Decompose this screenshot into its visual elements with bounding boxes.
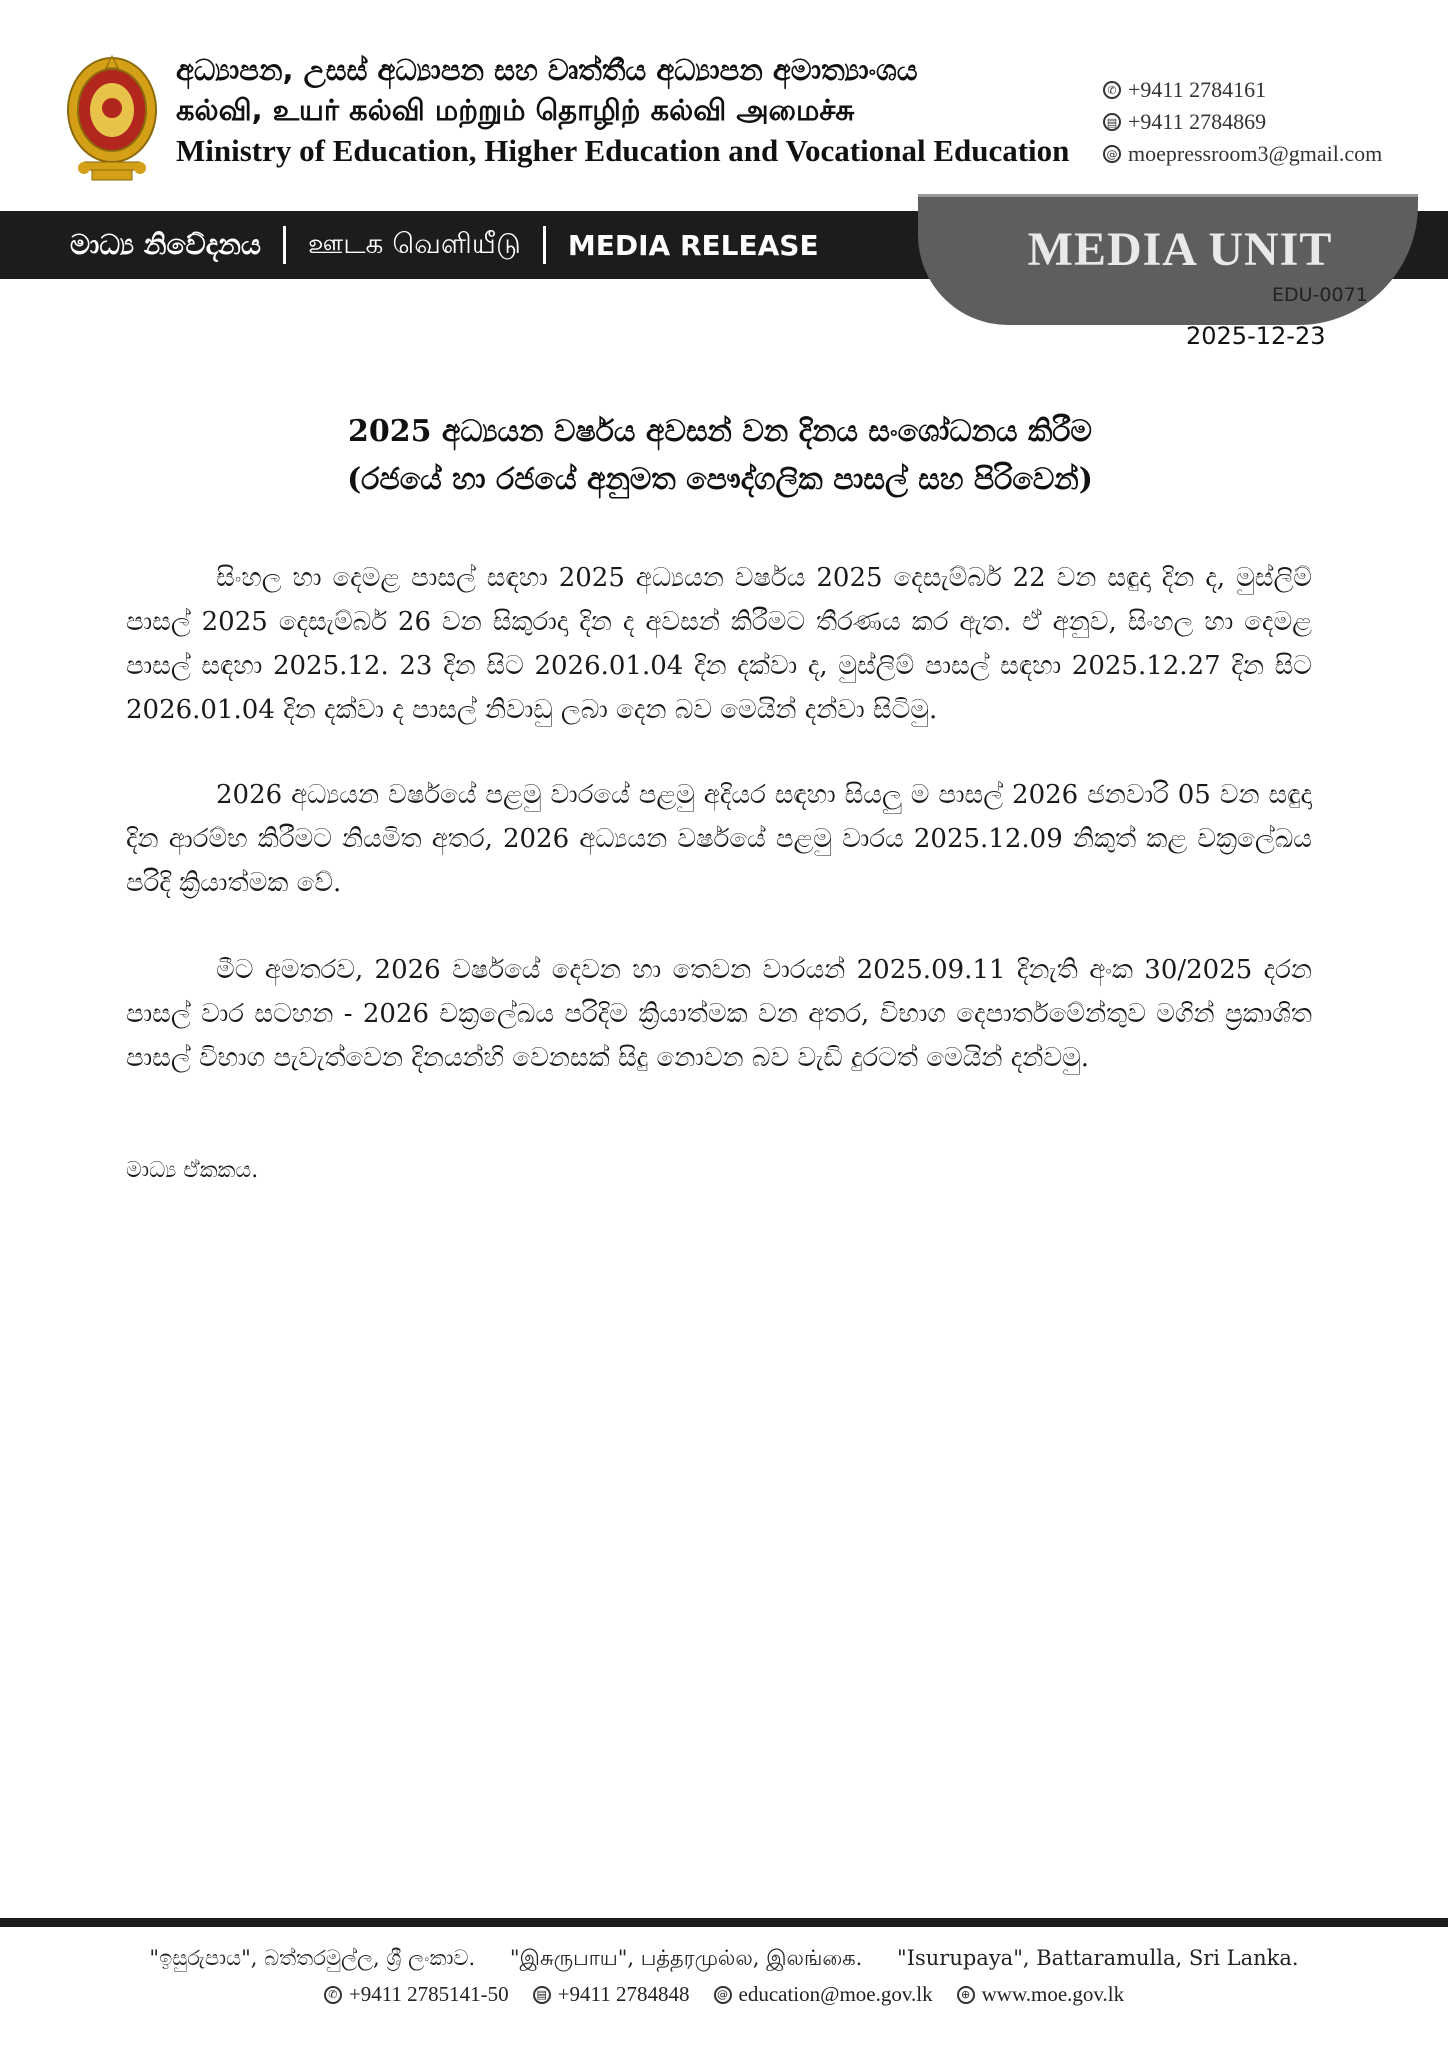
separator [543, 226, 546, 264]
letterhead [0, 0, 1448, 210]
media-unit-label: MEDIA UNIT [1027, 223, 1333, 276]
footer-email-value[interactable]: education@moe.gov.lk [738, 1982, 933, 2006]
header-fax-value: +9411 2784869 [1128, 109, 1267, 134]
footer-web [957, 1982, 1125, 2007]
document-title [140, 408, 1300, 504]
header-email-value[interactable]: moepressroom3@gmail.com [1128, 141, 1383, 166]
title-line-1: 2025 අධ්‍යයන වර්ෂය අවසන් වන දිනය සංශෝධනය කිරීම [347, 414, 1093, 449]
ministry-name-english: Ministry of Education, Higher Education and Vocational Education [176, 133, 1070, 168]
release-date: 2025-12-23 [1186, 322, 1326, 350]
header-phone-value: +9411 2784161 [1128, 77, 1267, 102]
footer-fax [533, 1982, 690, 2007]
media-release-labels [70, 211, 819, 279]
footer-phone-value: +9411 2785141-50 [348, 1982, 509, 2006]
footer-web-value[interactable]: www.moe.gov.lk [981, 1982, 1125, 2006]
ministry-name-sinhala: අධ්‍යාපන, උසස් අධ්‍යාපන සහ වෘත්තීය අධ්‍යාපන අමාත්‍යාංශය [176, 53, 918, 87]
header-fax [1103, 106, 1443, 138]
paragraph-3: මීට අමතරව, 2026 වර්ෂයේ දෙවන හා තෙවන වාරයන් 2025.09.11 දිනැති අංක 30/2025 දරන පාසල් වාර සටහන - 2026 චක්‍රලේඛය පරිදිම ක්‍රියාත්මක වන අතර, විභාග දෙපාර්තමේන්තුව මගින් ප්‍රකාශිත පාසල් විභාග පැවැත්වෙන දිනයන්හි වෙනසක් සිදු නොවන බව වැඩි දුරටත් මෙයින් දන්වමු. [126, 955, 1312, 1073]
signature: මාධ්‍ය ඒකකය. [126, 1158, 259, 1183]
sri-lanka-emblem-icon [62, 50, 162, 186]
media-release-tamil: ஊடக வெளியீடு [308, 226, 521, 260]
reference-number: EDU-0071 [1272, 284, 1368, 306]
media-release-sinhala: මාධ්‍ය නිවේදනය [70, 228, 261, 261]
header-phone [1103, 74, 1443, 106]
footer-fax-value: +9411 2784848 [557, 1982, 690, 2006]
separator [283, 226, 286, 264]
header-contacts [1103, 74, 1443, 170]
footer-contacts [0, 1982, 1448, 2007]
footer-address-sinhala: "ඉසුරුපාය", බත්තරමුල්ල, ශ්‍රී ලංකාව. [149, 1946, 476, 1970]
footer-address-english: "Isurupaya", Battaramulla, Sri Lanka. [897, 1946, 1299, 1970]
fax-icon: ▤ [533, 1986, 551, 2004]
phone-icon: ✆ [324, 1986, 342, 2004]
title-line-2: (රජයේ හා රජයේ අනුමත පෞද්ගලික පාසල් සහ පිරිවෙන්) [347, 462, 1093, 497]
ministry-name-tamil: கல்வி, உயர் கல்வி மற்றும் தொழிற் கல்வி அமைச்சு [176, 93, 855, 127]
footer-address [0, 1946, 1448, 1973]
phone-icon: ✆ [1103, 81, 1121, 99]
fax-icon: ▤ [1103, 113, 1121, 131]
email-icon: @ [1103, 145, 1121, 163]
paragraph-1: සිංහල හා දෙමළ පාසල් සඳහා 2025 අධ්‍යයන වර්ෂය 2025 දෙසැම්බර් 22 වන සඳුදා දින ද, මුස්ලිම් පාසල් 2025 දෙසැම්බර් 26 වන සිකුරාදා දින ද අවසන් කිරීමට තීරණය කර ඇත. ඒ අනුව, සිංහල හා දෙමළ පාසල් සඳහා 2025.12. 23 දින සිට 2026.01.04 දින දක්වා ද, මුස්ලිම් පාසල් සඳහා 2025.12.27 දින සිට 2026.01.04 දින දක්වා ද පාසල් නිවාඩු ලබා දෙන බව මෙයින් දන්වා සිටිමු. [126, 563, 1312, 725]
footer-email [714, 1982, 933, 2007]
ministry-name [176, 50, 1070, 172]
email-icon: @ [714, 1986, 732, 2004]
media-release-english: MEDIA RELEASE [567, 228, 819, 262]
paragraph-2: 2026 අධ්‍යයන වර්ෂයේ පළමු වාරයේ පළමු අදියර සඳහා සියලු ම පාසල් 2026 ජනවාරි 05 වන සඳුදා දින ආරම්භ කිරීමට නියමිත අතර, 2026 අධ්‍යයන වර්ෂයේ පළමු වාරය 2025.12.09 නිකුත් කළ චක්‍රලේඛය පරිදි ක්‍රියාත්මක වේ. [126, 780, 1312, 898]
header-email [1103, 138, 1443, 170]
footer-divider [0, 1918, 1448, 1927]
globe-icon: ⊕ [957, 1986, 975, 2004]
footer-address-tamil: "இசுருபாய", பத்தரமுல்ல, இலங்கை. [509, 1946, 863, 1970]
footer-phone [324, 1982, 509, 2007]
